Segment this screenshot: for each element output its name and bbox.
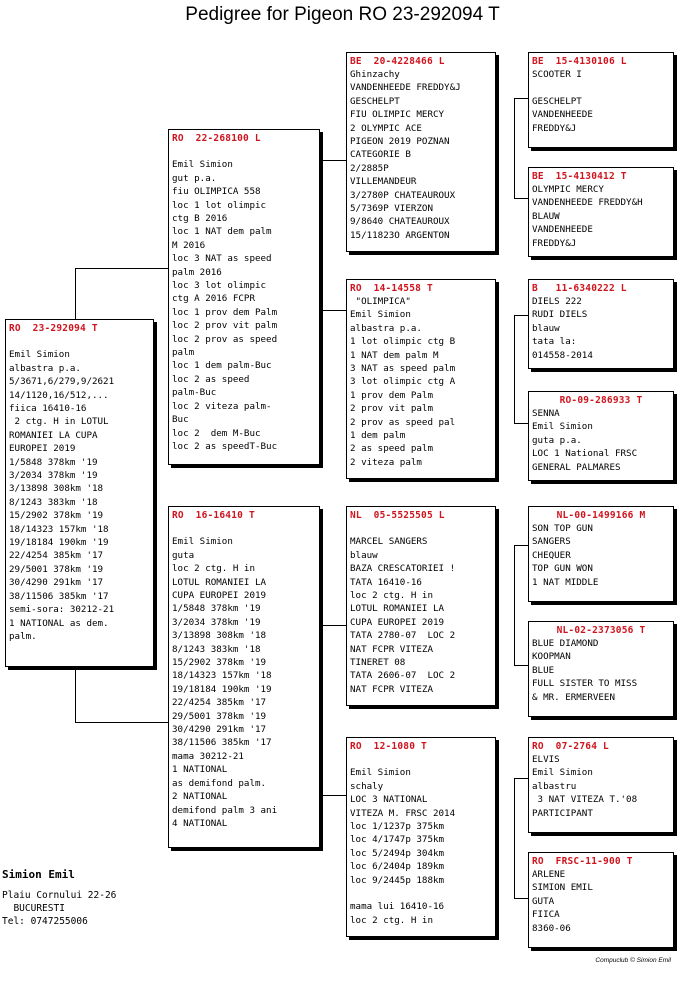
detail-line: loc 1 prov dem Palm — [172, 306, 278, 318]
detail-line: loc 2 ctg. H in — [350, 590, 433, 602]
great-grandparent-details — [532, 868, 670, 935]
owner-city: BUCURESTI — [2, 903, 65, 914]
detail-line: FIICA — [532, 909, 560, 921]
detail-line: loc 2 prov vit palm — [172, 320, 278, 332]
detail-line: 014558-2014 — [532, 349, 593, 361]
detail-line: loc 3 lot olimpic — [172, 280, 267, 292]
detail-line: loc 2 viteza palm- — [172, 400, 272, 412]
detail-line: VANDENHEEDE — [532, 109, 593, 121]
detail-line: GUTA — [532, 895, 555, 907]
subject-details — [9, 335, 150, 643]
great-grandparent-card-2[interactable] — [528, 167, 674, 257]
connector-line — [514, 98, 515, 198]
detail-line: loc 1 NAT dem palm — [172, 226, 272, 238]
detail-line: loc 5/2494p 304km — [350, 847, 445, 859]
detail-line: mama 30212-21 — [172, 750, 244, 762]
detail-line: 3/2034 378km '19 — [172, 616, 261, 628]
detail-line: 1 NAT MIDDLE — [532, 576, 599, 588]
great-grandparent-card-8[interactable] — [528, 852, 674, 948]
detail-line: blauw — [350, 549, 378, 561]
connector-line — [514, 545, 515, 665]
connector-line — [322, 160, 323, 310]
connector-line — [322, 795, 348, 796]
detail-line: LOTUL ROMANIEI LA — [350, 603, 445, 615]
detail-line: 9/8640 CHATEAUROUX — [350, 216, 450, 228]
grandparent-card-1[interactable] — [346, 52, 496, 252]
connector-line — [75, 268, 170, 269]
grandparent-id: RO 14-14558 T — [350, 283, 433, 294]
detail-line: Ghinzachy — [350, 69, 400, 80]
detail-line: loc 1/1237p 375km — [350, 821, 445, 833]
detail-line: 18/14323 157km '18 — [172, 670, 272, 682]
detail-line: TATA 16410-16 — [350, 576, 422, 588]
connector-line — [75, 722, 170, 723]
detail-line: loc 4/1747p 375km — [350, 834, 445, 846]
detail-line: palm. — [9, 630, 37, 642]
detail-line: BLUE DIAMOND — [532, 638, 599, 649]
detail-line: 2 NATIONAL — [172, 791, 228, 803]
detail-line: 2 as speed palm — [350, 443, 433, 455]
detail-line: & MR. ERMERVEEN — [532, 691, 615, 703]
detail-line: 19/18184 190km '19 — [172, 683, 272, 695]
detail-line — [532, 81, 670, 94]
detail-line: CHEQUER — [532, 549, 571, 561]
detail-line: VANDENHEEDE FREDDY&H — [532, 197, 643, 209]
detail-line: 1 lot olimpic ctg B — [350, 336, 456, 348]
detail-line: 15/11823O ARGENTON — [350, 229, 450, 241]
connector-line — [514, 315, 528, 316]
detail-line: tata la: — [532, 336, 577, 348]
detail-line: CUPA EUROPEI 2019 — [172, 590, 267, 602]
dam-card[interactable] — [168, 506, 320, 848]
detail-line: 4 NATIONAL — [172, 817, 228, 829]
detail-line: LOC 1 National FRSC — [532, 448, 638, 460]
great-grandparent-card-5[interactable] — [528, 506, 674, 602]
grandparent-card-4[interactable] — [346, 737, 496, 937]
detail-line: loc 2 as speed — [172, 373, 250, 385]
sire-id: RO 22-268100 L — [172, 133, 261, 144]
detail-line: Emil Simion — [532, 767, 593, 779]
detail-line: OLYMPIC MERCY — [532, 184, 604, 195]
detail-line: blauw — [532, 322, 560, 334]
detail-line: 19/18184 190km '19 — [9, 537, 109, 549]
great-grandparent-details — [532, 68, 670, 135]
detail-line: TATA 2780-07 LOC 2 — [350, 630, 456, 642]
detail-line: SENNA — [532, 408, 560, 419]
detail-line: albastra p.a. — [9, 362, 81, 374]
connector-line — [514, 198, 528, 199]
detail-line: loc 1 lot olimpic — [172, 199, 267, 211]
detail-line: RUDI DIELS — [532, 309, 588, 321]
grandparent-id: RO 12-1080 T — [350, 741, 427, 752]
connector-line — [75, 268, 76, 322]
detail-line: loc 1 dem palm-Buc — [172, 360, 272, 372]
great-grandparent-details — [532, 522, 670, 589]
connector-line — [514, 665, 528, 666]
great-grandparent-id: RO 07-2764 L — [532, 741, 609, 752]
great-grandparent-details — [532, 753, 670, 820]
detail-line: 38/11506 385km '17 — [172, 737, 272, 749]
detail-line: FREDDY&J — [532, 237, 577, 249]
owner-name: Simion Emil — [2, 868, 75, 881]
detail-line: albastru — [532, 780, 577, 792]
connector-line — [514, 545, 528, 546]
detail-line: 1 NAT dem palm M — [350, 349, 439, 361]
detail-line: PIGEON 2019 POZNAN — [350, 136, 450, 148]
detail-line: fiu OLIMPICA 558 — [172, 186, 261, 198]
detail-line: Emil Simion — [172, 536, 233, 548]
great-grandparent-id: RO-09-286933 T — [559, 395, 643, 406]
detail-line: loc 6/2404p 189km — [350, 861, 445, 873]
great-grandparent-details — [532, 637, 670, 704]
detail-line — [350, 887, 492, 900]
detail-line: SANGERS — [532, 536, 571, 548]
detail-line: 3 NAT as speed palm — [350, 363, 456, 375]
great-grandparent-card-3[interactable] — [528, 279, 674, 369]
connector-line — [322, 625, 348, 626]
detail-line: 2 ctg. H in LOTUL — [9, 416, 109, 428]
detail-line: palm — [172, 347, 195, 359]
detail-line: albastra p.a. — [350, 322, 422, 334]
great-grandparent-id: B 11-6340222 L — [532, 283, 627, 294]
detail-line: demifond palm 3 ani — [172, 804, 278, 816]
detail-line: 3/13898 308km '18 — [172, 630, 267, 642]
detail-line: as demifond palm. — [172, 777, 267, 789]
grandparent-details — [350, 68, 492, 242]
detail-line: VANDENHEEDE — [532, 224, 593, 236]
sire-details — [172, 145, 316, 453]
detail-line: MARCEL SANGERS — [350, 536, 428, 548]
great-grandparent-card-1[interactable] — [528, 52, 674, 148]
detail-line: 15/2902 378km '19 — [172, 657, 267, 669]
detail-line: BLUE — [532, 664, 555, 676]
detail-line: Emil Simion — [9, 349, 70, 361]
detail-line: GESCHELPT — [350, 95, 400, 107]
detail-line: 8/1243 383km '18 — [9, 496, 98, 508]
detail-line: KOOPMAN — [532, 651, 571, 663]
detail-line: schaly — [350, 780, 384, 792]
detail-line: 1 NATIONAL — [172, 764, 228, 776]
connector-line — [75, 662, 76, 722]
detail-line: 5/3671,6/279,9/2621 — [9, 376, 115, 388]
detail-line: Emil Simion — [350, 309, 411, 321]
great-grandparent-id: NL-02-2373056 T — [556, 625, 646, 636]
detail-line: ELVIS — [532, 754, 560, 765]
detail-line: "OLIMPICA" — [350, 296, 411, 307]
connector-line — [514, 898, 528, 899]
grandparent-details — [350, 295, 492, 469]
detail-line: GESCHELPT — [532, 95, 582, 107]
great-grandparent-id: RO FRSC-11-900 T — [532, 856, 633, 867]
subject-id: RO 23-292094 T — [9, 323, 98, 334]
detail-line: BAZA CRESCATORIEI ! — [350, 563, 456, 575]
detail-line: VILLEMANDEUR — [350, 176, 417, 188]
detail-line — [9, 335, 150, 348]
detail-line: NAT FCPR VITEZA — [350, 683, 433, 695]
detail-line: TATA 2606-07 LOC 2 — [350, 670, 456, 682]
detail-line: 22/4254 385km '17 — [172, 697, 267, 709]
detail-line: 2 prov as speed pal — [350, 416, 456, 428]
detail-line: loc 2 prov as speed — [172, 333, 278, 345]
detail-line: fiica 16410-16 — [9, 403, 87, 415]
detail-line: CATEGORIE B — [350, 149, 411, 161]
detail-line: LOTUL ROMANIEI LA — [172, 576, 267, 588]
connector-line — [514, 778, 515, 898]
detail-line: VANDENHEEDE FREDDY&J — [350, 82, 461, 94]
detail-line: FREDDY&J — [532, 122, 577, 134]
detail-line: Emil Simion — [172, 159, 233, 171]
detail-line: 29/5001 378km '19 — [172, 710, 267, 722]
detail-line: EUROPEI 2019 — [9, 443, 76, 455]
detail-line: FULL SISTER TO MISS — [532, 678, 638, 690]
sire-card[interactable] — [168, 129, 320, 465]
detail-line: 14/1120,16/512,... — [9, 389, 109, 401]
detail-line: NAT FCPR VITEZA — [350, 643, 433, 655]
detail-line: SCOOTER I — [532, 69, 582, 80]
detail-line: loc 2 dem M-Buc — [172, 427, 261, 439]
detail-line: 3 NAT VITEZA T.'08 — [532, 794, 638, 806]
connector-line — [322, 625, 323, 795]
detail-line: Emil Simion — [532, 421, 593, 433]
connector-line — [514, 315, 515, 423]
connector-line — [514, 423, 528, 424]
detail-line — [350, 522, 492, 535]
page-title: Pedigree for Pigeon RO 23-292094 T — [185, 4, 500, 25]
detail-line: PARTICIPANT — [532, 807, 593, 819]
great-grandparent-card-6[interactable] — [528, 621, 674, 717]
detail-line: 3/2780P CHATEAUROUX — [350, 189, 456, 201]
detail-line: loc 9/2445p 188km — [350, 874, 445, 886]
detail-line: 3/2034 378km '19 — [9, 470, 98, 482]
detail-line: VITEZA M. FRSC 2014 — [350, 807, 456, 819]
detail-line — [172, 145, 316, 158]
detail-line: 3/13898 308km '18 — [9, 483, 104, 495]
grandparent-card-3[interactable] — [346, 506, 496, 706]
detail-line: CUPA EUROPEI 2019 — [350, 616, 445, 628]
detail-line: SIMION EMIL — [532, 882, 593, 894]
dam-details — [172, 522, 316, 830]
owner-address: Plaiu Cornului 22-26 — [2, 890, 117, 901]
detail-line: 1 NATIONAL as dem. — [9, 617, 109, 629]
detail-line: loc 2 ctg. H in — [172, 563, 255, 575]
detail-line: palm-Buc — [172, 387, 217, 399]
dam-id: RO 16-16410 T — [172, 510, 255, 521]
detail-line: 1 dem palm — [350, 430, 406, 442]
detail-line: FIU OLIMPIC MERCY — [350, 109, 445, 121]
detail-line: 30/4290 291km '17 — [9, 577, 104, 589]
detail-line: SON TOP GUN — [532, 523, 593, 534]
detail-line: guta p.a. — [532, 434, 582, 446]
detail-line: 22/4254 385km '17 — [9, 550, 104, 562]
detail-line: ARLENE — [532, 869, 566, 880]
detail-line: gut p.a. — [172, 172, 217, 184]
detail-line: loc 2 as speedT-Buc — [172, 440, 278, 452]
great-grandparent-id: BE 15-4130412 T — [532, 171, 627, 182]
connector-line — [322, 310, 348, 311]
detail-line: 18/14323 157km '18 — [9, 523, 109, 535]
grandparent-card-2[interactable] — [346, 279, 496, 479]
detail-line: semi-sora: 30212-21 — [9, 604, 115, 616]
detail-line: LOC 3 NATIONAL — [350, 794, 428, 806]
detail-line: 29/5001 378km '19 — [9, 563, 104, 575]
detail-line: M 2016 — [172, 239, 206, 251]
detail-line: palm 2016 — [172, 266, 222, 278]
detail-line: 5/7369P VIERZON — [350, 203, 433, 215]
great-grandparent-card-7[interactable] — [528, 737, 674, 833]
connector-line — [322, 160, 348, 161]
grandparent-details — [350, 753, 492, 927]
grandparent-id: BE 20-4228466 L — [350, 56, 445, 67]
great-grandparent-id: BE 15-4130106 L — [532, 56, 627, 67]
detail-line: 2/2885P — [350, 162, 389, 174]
detail-line: BLAUW — [532, 210, 560, 222]
grandparent-id: NL 05-5525505 L — [350, 510, 445, 521]
connector-line — [514, 98, 528, 99]
detail-line: loc 3 NAT as speed — [172, 253, 272, 265]
subject-card[interactable] — [5, 319, 154, 667]
detail-line: GENERAL PALMARES — [532, 461, 621, 473]
detail-line: ctg B 2016 — [172, 213, 228, 225]
great-grandparent-details — [532, 407, 670, 474]
owner-info — [2, 868, 116, 928]
detail-line: 30/4290 291km '17 — [172, 724, 267, 736]
detail-line: loc 2 ctg. H in — [350, 914, 433, 926]
detail-line: 2 viteza palm — [350, 456, 422, 468]
detail-line — [350, 753, 492, 766]
detail-line: 1/5848 378km '19 — [9, 456, 98, 468]
great-grandparent-details — [532, 295, 670, 362]
detail-line: TINERET 08 — [350, 657, 406, 669]
great-grandparent-details — [532, 183, 670, 250]
detail-line: ctg A 2016 FCPR — [172, 293, 255, 305]
footer-credit: Compuclub © Simion Emil — [595, 957, 671, 964]
detail-line: Buc — [172, 414, 189, 426]
detail-line: 1 prov dem Palm — [350, 389, 433, 401]
detail-line: 2 prov vit palm — [350, 403, 433, 415]
detail-line: guta — [172, 549, 195, 561]
detail-line: 3 lot olimpic ctg A — [350, 376, 456, 388]
detail-line: 15/2902 378km '19 — [9, 510, 104, 522]
detail-line — [172, 522, 316, 535]
great-grandparent-id: NL-00-1499166 M — [556, 510, 646, 521]
connector-line — [514, 778, 528, 779]
detail-line: Emil Simion — [350, 767, 411, 779]
detail-line: DIELS 222 — [532, 296, 582, 307]
detail-line: 38/11506 385km '17 — [9, 590, 109, 602]
detail-line: TOP GUN WON — [532, 563, 593, 575]
grandparent-details — [350, 522, 492, 696]
detail-line: 1/5848 378km '19 — [172, 603, 261, 615]
detail-line: ROMANIEI LA CUPA — [9, 429, 98, 441]
detail-line: 8/1243 383km '18 — [172, 643, 261, 655]
great-grandparent-card-4[interactable] — [528, 391, 674, 481]
detail-line: 8360-06 — [532, 922, 571, 934]
detail-line: 2 OLYMPIC ACE — [350, 122, 422, 134]
detail-line: mama lui 16410-16 — [350, 901, 445, 913]
owner-phone: Tel: 0747255006 — [2, 916, 88, 927]
